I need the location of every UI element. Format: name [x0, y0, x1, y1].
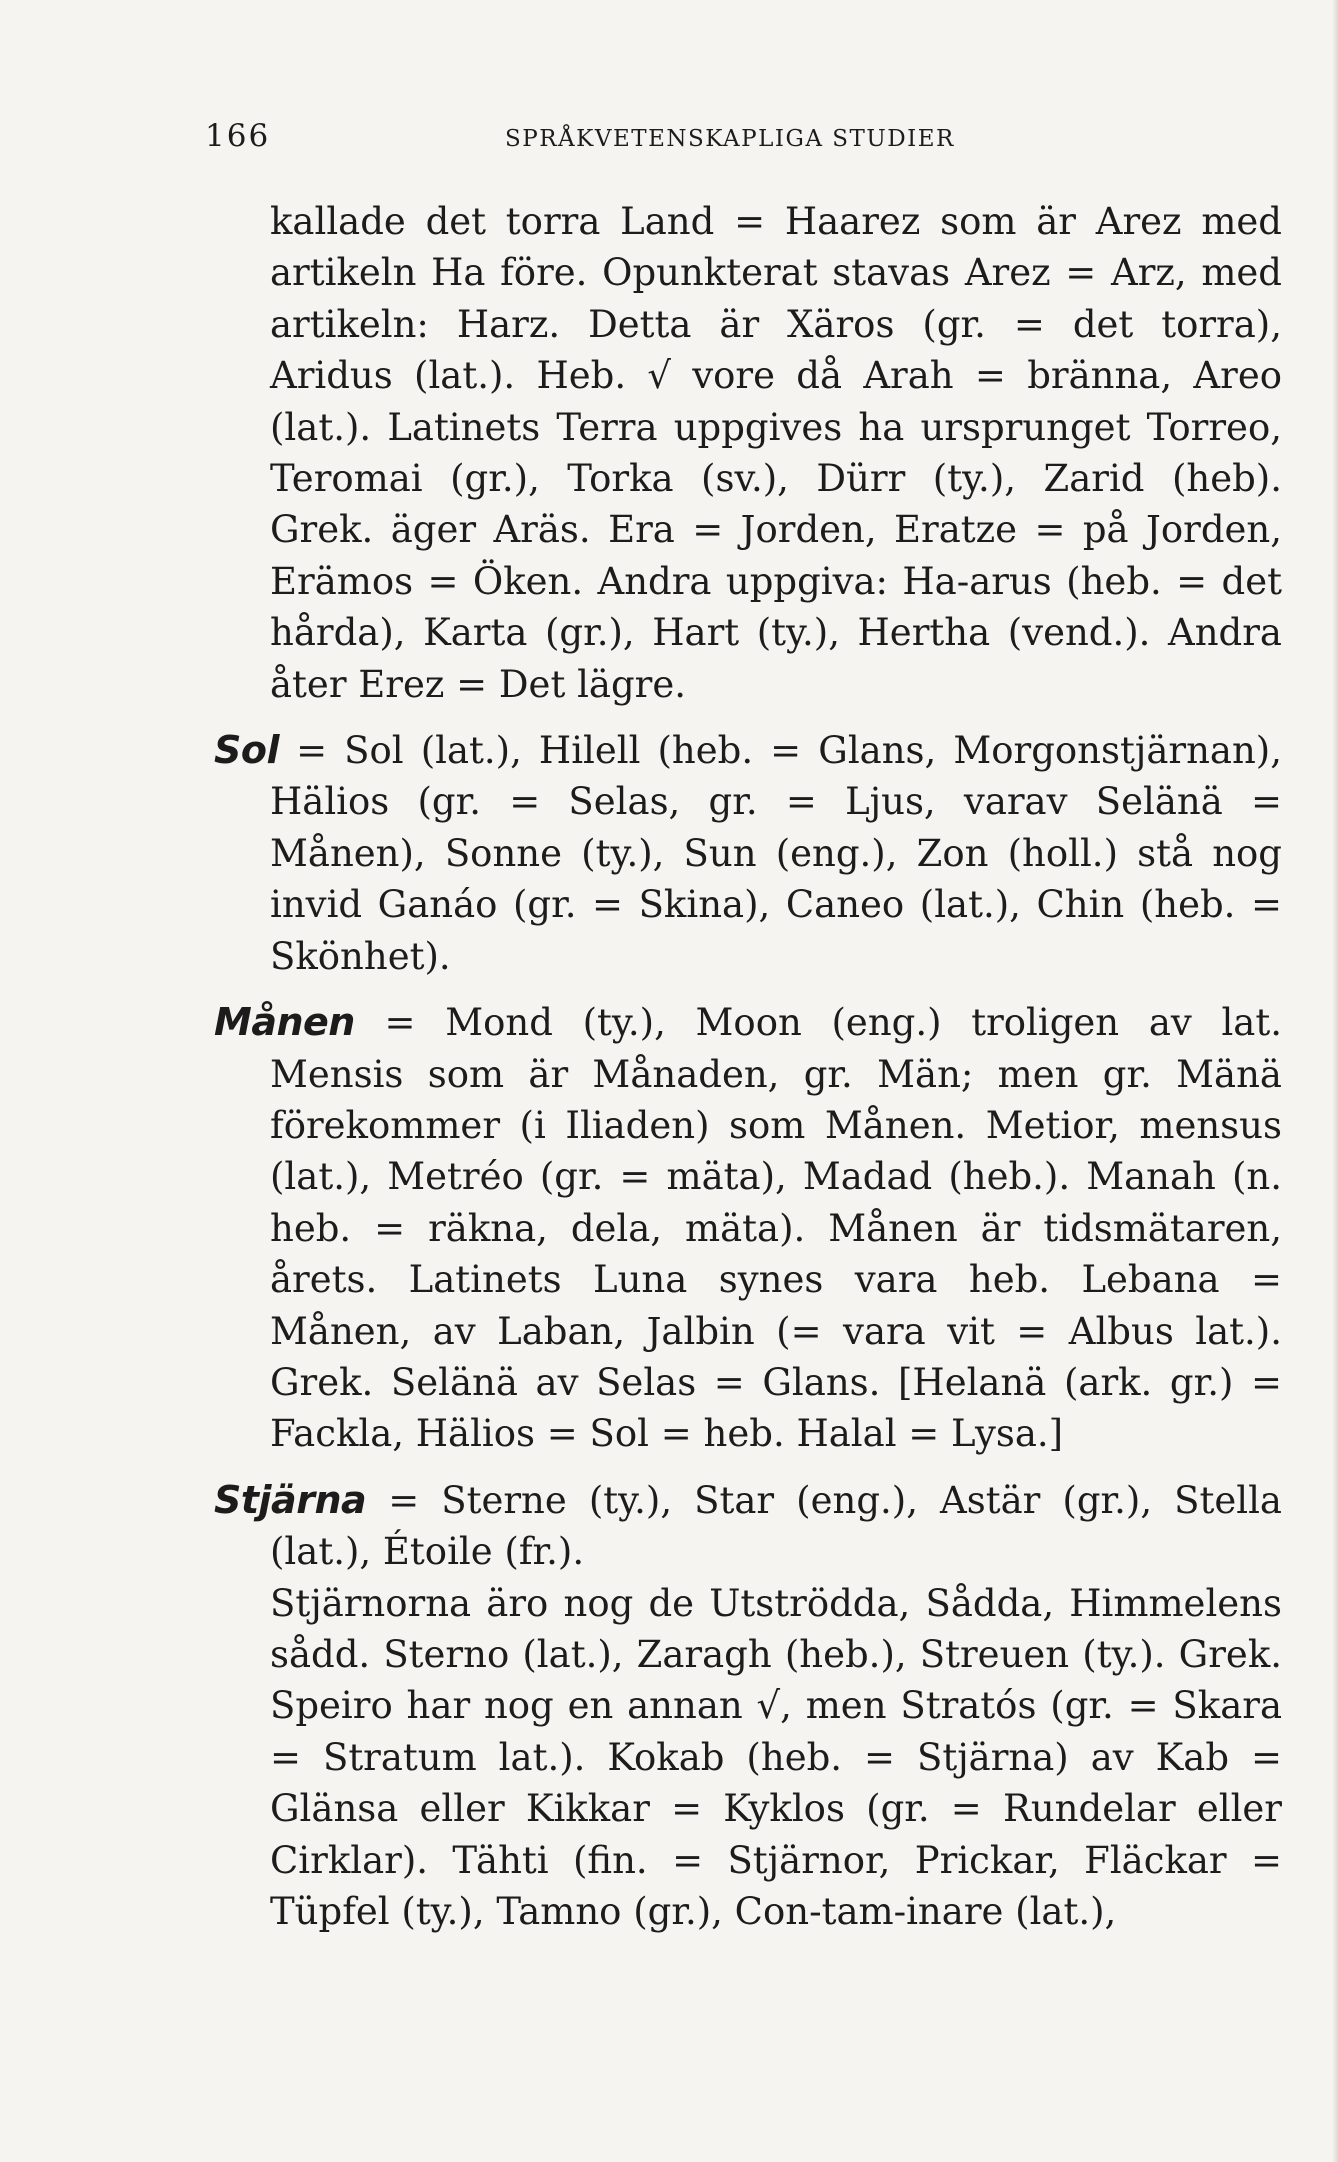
- body-text: [214, 196, 1282, 1937]
- entry-sol: [214, 725, 1282, 982]
- entry-text: = Sol (lat.), Hilell (heb. = Glans, Morgonstjärnan), Hälios (gr. = Selas, gr. = Ljus, varav Selänä = Månen), Sonne (ty.), Sun (eng.), Zon (holl.) stå nog invid Ganáo (gr. = Skina), Caneo (lat.), Chin (heb. = Skönhet).: [270, 729, 1282, 978]
- page-edge: [1332, 0, 1338, 2162]
- running-head: SPRÅKVETENSKAPLIGA STUDIER: [505, 126, 955, 152]
- paragraph-stjarnorna: [270, 1578, 1282, 1938]
- paragraph-terra: [270, 196, 1282, 710]
- page-header: [205, 118, 1285, 158]
- headword-sol: Sol: [214, 728, 279, 773]
- entry-stjarna: [214, 1475, 1282, 1578]
- paragraph-text: Stjärnorna äro nog de Utströdda, Sådda, Himmelens sådd. Sterno (lat.), Zaragh (heb.), Streuen (ty.). Grek. Speiro har nog en annan √, men Stratós (gr. = Skara = Stratum lat.). Kokab (heb. = Stjärna) av Kab = Glänsa eller Kikkar = Kyklos (gr. = Rundelar eller Cirklar). Tähti (fin. = Stjärnor, Prickar, Fläckar = Tüpfel (ty.), Tamno (gr.), Con-tam-inare (lat.),: [270, 1581, 1282, 1933]
- headword-manen: Månen: [214, 1000, 355, 1045]
- entry-manen: [214, 997, 1282, 1460]
- headword-stjarna: Stjärna: [214, 1477, 367, 1522]
- entry-text: = Sterne (ty.), Star (eng.), Astär (gr.), Stella (lat.), Étoile (fr.).: [270, 1478, 1282, 1574]
- entry-text: = Mond (ty.), Moon (eng.) troligen av lat. Mensis som är Månaden, gr. Män; men gr. Mänä förekommer (i Iliaden) som Månen. Metior, mensus (lat.), Metréo (gr. = mäta), Madad (heb.). Manah (n. heb. = räkna, dela, mäta). Månen är tidsmätaren, årets. Latinets Luna synes vara heb. Lebana = Månen, av Laban, Jalbin (= vara vit = Albus lat.). Grek. Selänä av Selas = Glans. [Helanä (ark. gr.) = Fackla, Hälios = Sol = heb. Halal = Lysa.]: [270, 1001, 1282, 1456]
- page-number: 166: [205, 118, 271, 154]
- paragraph-text: kallade det torra Land = Haarez som är Arez med artikeln Ha före. Opunkterat stavas Arez = Arz, med artikeln: Harz. Detta är Xäros (gr. = det torra), Aridus (lat.). Heb. √ vore då Arah = bränna, Areo (lat.). Latinets Terra uppgives ha ursprunget Torreo, Teromai (gr.), Torka (sv.), Dürr (ty.), Zarid (heb). Grek. äger Aräs. Era = Jorden, Eratze = på Jorden, Erämos = Öken. Andra uppgiva: Ha-arus (heb. = det hårda), Karta (gr.), Hart (ty.), Hertha (vend.). Andra åter Erez = Det lägre.: [270, 200, 1282, 706]
